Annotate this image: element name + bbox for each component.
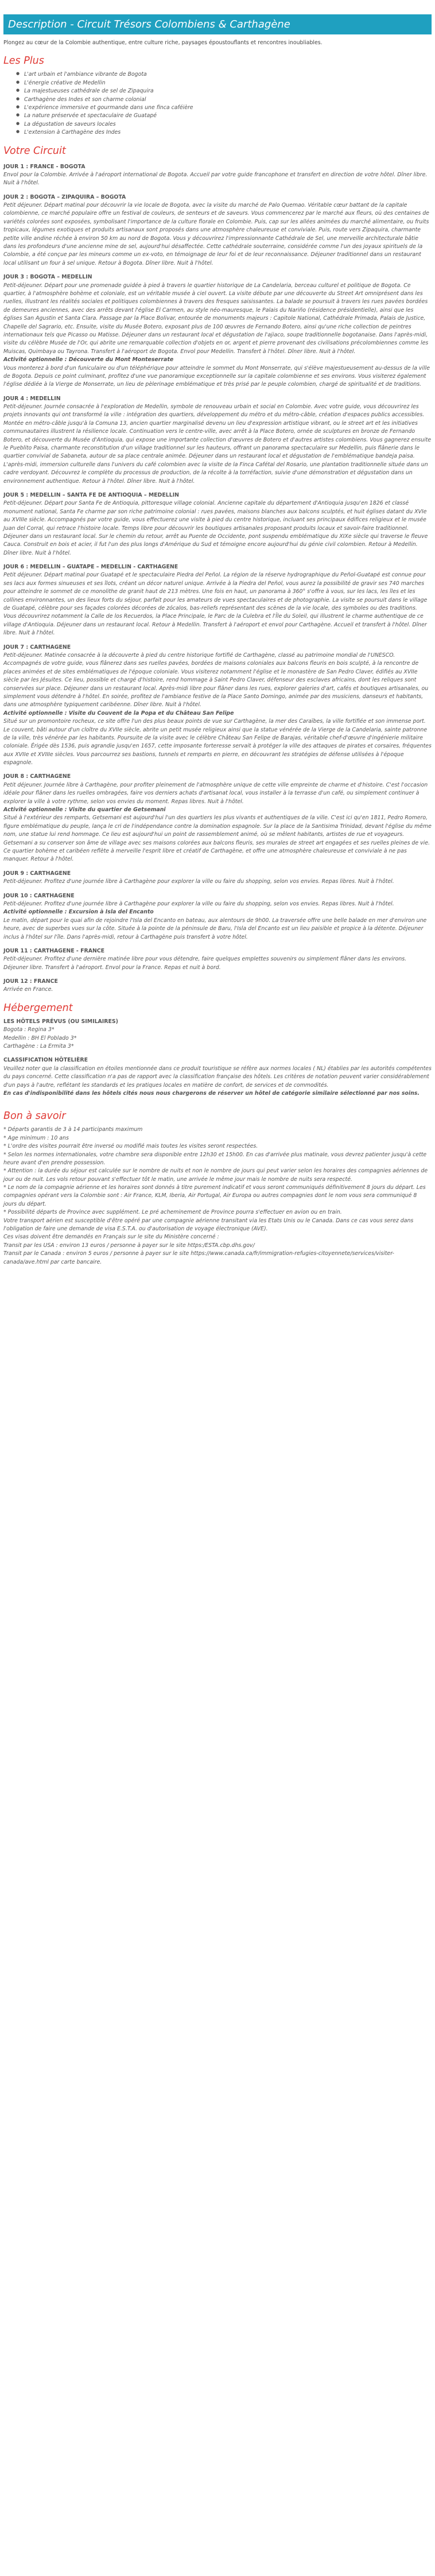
hotels-heading: Hébergement <box>3 1002 73 1014</box>
page-title: Description - Circuit Trésors Colombiens & Carthagène <box>8 18 290 30</box>
plus-item: ● La nature préservée et spectaculaire de Guatapé <box>24 112 432 120</box>
bon-note: Votre transport aérien est susceptible d'être opéré par une compagnie aérienne transitant via les Etats Unis ou le Canada. Dans ce cas vous serez dans l'obligation de faire une demande de visa E.S.T.A. ou d'autorisation de voyage électronique (AVE). <box>3 1217 414 1233</box>
bon-note: * Attention : la durée du séjour est calculée sur le nombre de nuits et non le nombre de jours qui peut varier selon les horaires des compagnies aériennes de jour ou de nuit. Les vols retour pouvant s'effectuer tôt le matin, une arrivée le même jour mais le nombre de nuits sera respecté. <box>3 1168 428 1183</box>
day-description: Petit déjeuner. Départ matinal pour découvrir la vie locale de Bogota, avec la visite du marché de Palo Quemao. Véritable cœur battant de la capitale colombienne, ce marché populaire offre un festival de couleurs, de senteurs et de saveurs. Vous commencerez par le marché aux fleurs, où des centaines de variétés colorées sont exposées, symbolisant l'importance de la culture florale en Colombie. Puis, cap sur les allées animées du marché alimentaire, ou fruits tropicaux, légumes exotiques et produits artisanaux sont proposés dans une atmosphère chaleureuse et conviviale. Puis, route vers Zipaquira, charmante petite ville andine réchée à environ 50 km au nord de Bogota. Vous y découvrirez l'impressionnante Cathédrale de Sel, une merveille architecturale bâtie dans les profondeurs d'une ancienne mine de sel, aujourd'hui désaffectée. Cette cathédrale souterraine, considérée comme l'un des joyaux spirituels de la Colombie, a été conçue par les mineurs comme un ex-voto, en témoignage de leur foi et de leur reconnaissance. Déjeuner traditionnel dans un restaurant local utilisant un four à sel unique. Retour à Bogota. Dîner libre. Nuit à l'hôtel. <box>3 202 429 266</box>
optional-activity-description: Situé sur un promontoire rocheux, ce site offre l'un des plus beaux points de vue sur Carthagène, la mer des Caraïbes, la ville fortifiée et son immense port. Le couvent, bâti autour d'un cloître du XVIIe siècle, abrite un petit musée religieux ainsi que la statue vénérée de la Vierge de la Candelaria, sainte patronne de la ville, très vénérée par les habitants. Poursuite de la visite avec le célèbre Château San Felipe de Barajas, véritable chef-d'œuvre d'ingénierie militaire coloniale. Érigée dès 1536, puis agrandie jusqu'en 1657, cette imposante forteresse servait à protéger la ville des attaques de pirates et corsaires, fréquentes aux XVIIe et XVIIIe siècles. Vous parcourrez ses bastions, tunnels et remparts en pierre, en découvrant les stratégies de défense utilisées à l'époque espagnole. <box>3 718 432 766</box>
plus-list <box>3 71 432 137</box>
hotels-list-title: LES HÔTELS PRÉVUS (OU SIMILAIRES) <box>3 1018 118 1025</box>
day-title: JOUR 9 : CARTHAGENE <box>3 870 71 877</box>
day-title: JOUR 8 : CARTHAGENE <box>3 773 71 780</box>
day-block <box>3 163 432 188</box>
bon-note: * Age minimum : 10 ans <box>3 1134 69 1141</box>
day-title: JOUR 3 : BOGOTA – MEDELLIN <box>3 274 92 281</box>
hotel-line: Bogota : Regina 3* <box>3 1026 55 1033</box>
bon-note: * Départs garantis de 3 à 14 participants maximum <box>3 1126 143 1133</box>
optional-activity-title: Activité optionnelle : Visite du Couvent de la Popa et du Château San Felipe <box>3 710 234 716</box>
day-description: Petit-déjeuner. Profitez d'une journée libre à Carthagène pour explorer la ville ou faire du shopping, selon vos envies. Repas libres. Nuit à l'hôtel. <box>3 878 394 885</box>
day-block <box>3 978 432 994</box>
day-title: JOUR 10 : CARTHAGENE <box>3 892 75 899</box>
day-title: JOUR 5 : MEDELLIN – SANTA FE DE ANTIOQUIA – MEDELLIN <box>3 491 180 498</box>
optional-activity-title: Activité optionnelle : Visite du quartier de Getsemani <box>3 807 166 814</box>
bon-note: * Selon les normes internationales, votre chambre sera disponible entre 12h30 et 15h00. En cas d'arrivée plus matinale, vous devrez patienter jusqu'à cette heure avant d'en prendre possession. <box>3 1151 427 1166</box>
bon-note: * L'ordre des visites pourrait être inversé ou modifié mais toutes les visites seront respectées. <box>3 1143 258 1150</box>
day-title: JOUR 11 : CARTHAGENE - FRANCE <box>3 947 105 954</box>
day-title: JOUR 1 : FRANCE - BOGOTA <box>3 163 86 170</box>
circuit-heading: Votre Circuit <box>3 145 66 157</box>
day-description: Petit déjeuner. Journée libre à Carthagène, pour profiter pleinement de l'atmosphère unique de cette ville empreinte de charme et d'histoire. C'est l'occasion idéale pour flâner dans les ruelles ombragées, faire vos derniers achats d'artisanat local, vous installer à la terrasse d'un café, ou simplement continuer à explorer la ville à votre rythme, selon vos envies du moment. Repas libres. Nuit à l'hôtel. <box>3 781 428 805</box>
day-title: JOUR 7 : CARTHAGENE <box>3 644 71 650</box>
day-title: JOUR 6 : MEDELLIN – GUATAPE – MEDELLIN - CARTHAGENE <box>3 564 178 571</box>
intro-text: Plongez au cœur de la Colombie authentique, entre culture riche, paysages époustouflants et rencontres inoubliables. <box>3 40 323 46</box>
bon-section <box>3 1126 432 1266</box>
plus-item: ● La dégustation de saveurs locales <box>24 121 432 129</box>
plus-item: ● L'extension à Carthagène des Indes <box>24 129 432 137</box>
hotel-line: Carthagène : La Ermita 3* <box>3 1043 74 1050</box>
hotel-line: Medellin : BH El Poblado 3* <box>3 1035 77 1041</box>
plus-item: ● La majestueuses cathédrale de sel de Zipaquira <box>24 87 432 95</box>
hotels-section <box>3 1018 432 1098</box>
day-title: JOUR 2 : BOGOTA – ZIPAQUIRA – BOGOTA <box>3 193 126 200</box>
day-block <box>3 773 432 863</box>
day-description: Arrivée en France. <box>3 986 53 993</box>
bon-note: Transit par le Canada : environ 5 euros / personne à payer sur le site https://www.canada.ca/fr/immigration-refugies-citoyennete/services/visiter-canada/ave.html par carte bancaire. <box>3 1250 394 1265</box>
bon-note: Transit par les USA : environ 13 euros / personne à payer sur le site https:/ESTA.cbp.dhs.gov/ <box>3 1242 255 1249</box>
optional-activity-title: Activité optionnelle : Découverte du Mont Monteserrate <box>3 357 174 363</box>
day-block <box>3 193 432 268</box>
day-block <box>3 563 432 638</box>
day-description: Petit-déjeuner. Profitez d'une journée libre à Carthagène pour explorer la ville ou faire du shopping, selon vos envies. Repas libres. Nuit à l'hôtel. <box>3 900 394 907</box>
optional-activity-description: Vous monterez à bord d'un funiculaire ou d'un téléphérique pour atteindre le sommet du Mont Monserrate, qui s'élève majestueusement au-dessus de la ville de Bogota. Depuis ce point culminant, profitez d'une vue panoramique exceptionnelle sur la capitale colombienne et ses environs. Vous visiterez également l'église dédiée à la Vierge de Monserrate, un lieu de pèlerinage emblématique et très prisé par le peuple colombien, chargé de spiritualité et de traditions. <box>3 365 430 388</box>
bon-note: * Le nom de la compagnie aérienne et les horaires sont donnés à titre purement indicatif et vous seront communiqués définitivement 8 jours du départ. Les compagnies opérant vers la Colombie sont : Air France, KLM, Iberia, Air Portugal, Air Europa ou autres compagnies dont le nom vous sera communiqué 8 jours du départ. <box>3 1184 426 1207</box>
day-block <box>3 892 432 942</box>
day-block <box>3 644 432 768</box>
day-block <box>3 395 432 486</box>
day-description: Petit-déjeuner. Profitez d'une dernière matinée libre pour vous détendre, faire quelques emplettes souvenirs ou simplement flâner dans les environs. Déjeuner libre. Transfert à l'aéroport. Envol pour la France. Repas et nuit à bord. <box>3 956 407 971</box>
bon-note: Ces visas doivent être demandés en Français sur le site du Ministère concerné : <box>3 1234 219 1241</box>
itinerary-days <box>3 163 432 994</box>
optional-activity-description: Situé à l'extérieur des remparts, Getsemani est aujourd'hui l'un des quartiers les plus vivants et authentiques de la ville. C'est ici qu'en 1811, Pedro Romero, figure emblématique du peuple, lança le cri de l'indépendance contre la domination espagnole. Sur la place de la Santisima Trinidad, devant l'église du même nom, une statue lui rend hommage. Ce lieu est aujourd'hui un point de rassemblement animé, où se mêlent habitants, artistes de rue et voyageurs. Getsemani a su conserver son âme de village avec ses maisons colorées aux balcons fleuris, ses murales de street art engagées et ses ruelles pleines de vie. Ce quartier bohème et caribéen reflète à merveille l'esprit libre et créatif de Carthagène, et offre une atmosphère chaleureuse et conviviale à ne pas manquer. Retour à l'hôtel. <box>3 815 432 863</box>
optional-activity-description: Le matin, départ pour le quai afin de rejoindre l'Isla del Encanto en bateau, aux alentours de 9h00. La traversée offre une belle balade en mer d'environ une heure, avec de superbes vues sur la côte. Située à la pointe de la péninsule de Baru, l'Isla del Encanto est un lieu paisible et propice à la détente. Déjeuner inclus à l'hôtel sur l'île. Dans l'après-midi, retour à Carthagène puis transfert à votre hôtel. <box>3 917 427 940</box>
optional-activity-title: Activité optionnelle : Excursion à Isla del Encanto <box>3 909 154 916</box>
day-block <box>3 273 432 389</box>
day-description: Envol pour la Colombie. Arrivée à l'aéroport international de Bogota. Accueil par votre guide francophone et transfert en direction de votre hôtel. Dîner libre. Nuit à l'hôtel. <box>3 171 428 187</box>
day-description: Petit déjeuner. Départ matinal pour Guatapé et le spectaculaire Piedra del Peñol. La région de la réserve hydrographique du Peñol-Guatapé est connue pour ses lacs aux formes sinueuses et ses îlots, créant un décor naturel unique. Arrivée à la Piedra del Peñol, vous aurez la possibilité de gravir ses 740 marches pour atteindre le sommet de ce monolithe de granit haut de 213 mètres. Une fois en haut, un panorama à 360° s'offre à vous, sur les lacs, les îles et les collines environnantes, un des lieux forts du séjour, parfait pour les amateurs de vues spectaculaires et de photographie. La visite se poursuit dans le village de Guatapé, célèbre pour ses façades colorées décorées de zócalos, bas-reliefs représentant des scènes de la vie locale, des symboles ou des traditions. Vous découvrirez notamment la Calle de los Recuerdos, la Place Principale, le Parc de la Culebra et l'Île du Soleil, qui illustrent le charme authentique de ce village d'Antioquia. Déjeuner dans un restaurant local. Retour à Medellin. Transfert à l'aéroport et envol pour Carthagène. Accueil et transfert à l'hôtel. Dîner libre. Nuit à l'hôtel. <box>3 572 428 637</box>
day-description: Petit-déjeuner. Départ pour une promenade guidée à pied à travers le quartier historique de La Candelaria, berceau culturel et politique de Bogota. Ce quartier, à l'atmosphère bohème et coloniale, est un véritable musée à ciel ouvert. La visite débute par une découverte du Street Art omniprésent dans les ruelles, illustrant les réalités sociales et politiques colombiennes à travers des fresques saisissantes. La balade se poursuit à travers les rues pavées bordées de demeures anciennes, avec des arrêts devant l'église El Carmen, au style néo-mauresque, le Palais du Nariño (résidence présidentielle), ainsi que les églises San Agustin et Santa Clara. Passage par la Place Bolivar, entourée de monuments majeurs : Capitole National, Cathédrale Primada, Palais de Justice, Chapelle del Sagrario, etc. Ensuite, visite du Musée Botero, exposant plus de 100 œuvres de Fernando Botero, ainsi qu'une riche collection de peintres internationaux tels que Picasso ou Matisse. Déjeuner dans un restaurant local et dégustation de l'ajiaco, soupe traditionnelle bogotanaise. Dans l'après-midi, visite du célèbre Musée de l'Or, qui abrite une remarquable collection d'objets en or, argent et pierre provenant des civilisations précolombiennes comme les Muiscas, Quimbaya ou Tayrona. Transfert à l'aéroport de Bogota. Envol pour Medellin. Transfert à l'hôtel. Dîner libre. Nuit à l'hôtel. <box>3 282 429 355</box>
day-description: Petit-déjeuner. Départ pour Santa Fe de Antioquia, pittoresque village colonial. Ancienne capitale du département d'Antioquia jusqu'en 1826 et classé monument national, Santa Fe charme par son riche patrimoine colonial : rues pavées, maisons blanches aux balcons sculptés, et huit églises datant du XVIe au XVIIIe siècle. Accompagnés par votre guide, vous effectuerez une visite à pied du centre historique, incluant ses principaux édifices religieux et le musée Juan del Corral, qui retrace l'histoire locale. Temps libre pour découvrir les boutiques artisanales proposant produits locaux et savoir-faire traditionnel. Déjeuner dans un restaurant local. Sur le chemin du retour, arrêt au Puente de Occidente, pont suspendu emblématique du XIXe siècle qui traverse le fleuve Cauca. Construit en bois et acier, il fut l'un des plus longs d'Amérique du Sud et témoigne encore aujourd'hui du génie civil colombien. Retour à Medellin. Dîner libre. Nuit à l'hôtel. <box>3 500 428 556</box>
day-description: Petit-déjeuner. Journée consacrée à l'exploration de Medellin, symbole de renouveau urbain et social en Colombie. Avec votre guide, vous découvrirez les projets innovants qui ont transformé la ville : intégration des quartiers, développement du métro et du métro-câble, création d'espaces publics accessibles. Montée en métro-câble jusqu'à la Comuna 13, ancien quartier marginalisé devenu un lieu d'expression artistique vibrant, ou le street art et les initiatives communautaires illustrent la résilience locale. Continuation vers le centre-ville, avec arrêt à la Place Botero, ornée de sculptures en bronze de Fernando Botero, et découverte du Musée d'Antioquia, qui expose une importante collection d'œuvres de Botero et d'autres artistes colombiens. Vous gagnerez ensuite le Pueblito Paisa, charmante reconstitution d'un village traditionnel sur les hauteurs, offrant un panorama spectaculaire sur Medellin, puis flânerie dans le quartier convivial de Sabaneta, autour de sa place centrale animée. Déjeuner dans un restaurant local et dégustation de l'emblématique bandeja paisa. L'après-midi, immersion culturelle dans l'univers du café colombien avec la visite de la Finca Cafétal del Rosario, une plantation traditionnelle située dans un cadre verdoyant. Découvrez le complète du processus de production, de la récolte à la torréfaction, suivie d'une démonstration et dégustation dans un environnement authentique. Retour à l'hôtel. Dîner libre. Nuit à l'hôtel. <box>3 404 432 485</box>
day-description: Petit-déjeuner. Matinée consacrée à la découverte à pied du centre historique fortifié de Carthagène, classé au patrimoine mondial de l'UNESCO. Accompagnés de votre guide, vous flânerez dans ses ruelles pavées, bordées de maisons coloniales aux balcons fleuris en bois sculpté, à la rencontre de places animées et de sites emblématiques de l'époque coloniale. Vous visiterez notamment l'église et le monastère de San Pedro Claver, édifiés au XVIIe siècle par les Jésuites. Ce lieu, possible et chargé d'histoire, rend hommage à Saint Pedro Claver, défenseur des esclaves africains, dont les reliques sont conservées sur place. Déjeuner dans un restaurant local. Après-midi libre pour flâner dans les rues, explorer galeries d'art, cafés et boutiques artisanales, ou simplement vous détendre à l'hôtel. En soirée, profitez de l'ambiance festive de la Place Santo Domingo, animée par des musiciens, danseurs et habitants, dans une atmosphère typiquement caribéenne. Dîner libre. Nuit à l'hôtel. <box>3 652 429 708</box>
page <box>3 14 432 1266</box>
plus-item: ● L'expérience immersive et gourmande dans une finca caféière <box>24 104 432 112</box>
classification-text: Veuillez noter que la classification en étoiles mentionnée dans ce produit touristique se réfère aux normes locales ( NL) établies par les autorités compétentes du pays concerné. Cette classification n'a pas de rapport avec la classification française des hôtels. Les critères de notation peuvent varier considérablement d'un pays à l'autre, reflétant les standards et les pratiques locales en matière de confort, de services et de commodités. <box>3 1065 432 1088</box>
day-title: JOUR 4 : MEDELLIN <box>3 395 61 402</box>
plus-heading: Les Plus <box>3 55 44 67</box>
day-block <box>3 491 432 557</box>
bon-heading: Bon à savoir <box>3 1110 66 1122</box>
classification-strong: En cas d'indisponibilité dans les hôtels cités nous nous chargerons de réserver un hôtel de catégorie similaire sélectionné par nos soins. <box>3 1090 420 1097</box>
bon-note: * Possibilité départs de Province avec supplément. Le pré acheminement de Province pourra s'effectuer en avion ou en train. <box>3 1209 342 1216</box>
plus-item: ● L'art urbain et l'ambiance vibrante de Bogota <box>24 71 432 79</box>
plus-item: ● Carthagène des Indes et son charme colonial <box>24 96 432 104</box>
plus-item: ● L'énergie créative de Medellin <box>24 79 432 87</box>
day-title: JOUR 12 : FRANCE <box>3 978 58 985</box>
classification-title: CLASSIFICATION HÔTELIÈRE <box>3 1057 88 1064</box>
page-title-banner <box>3 14 432 34</box>
day-block <box>3 947 432 972</box>
day-block <box>3 870 432 886</box>
